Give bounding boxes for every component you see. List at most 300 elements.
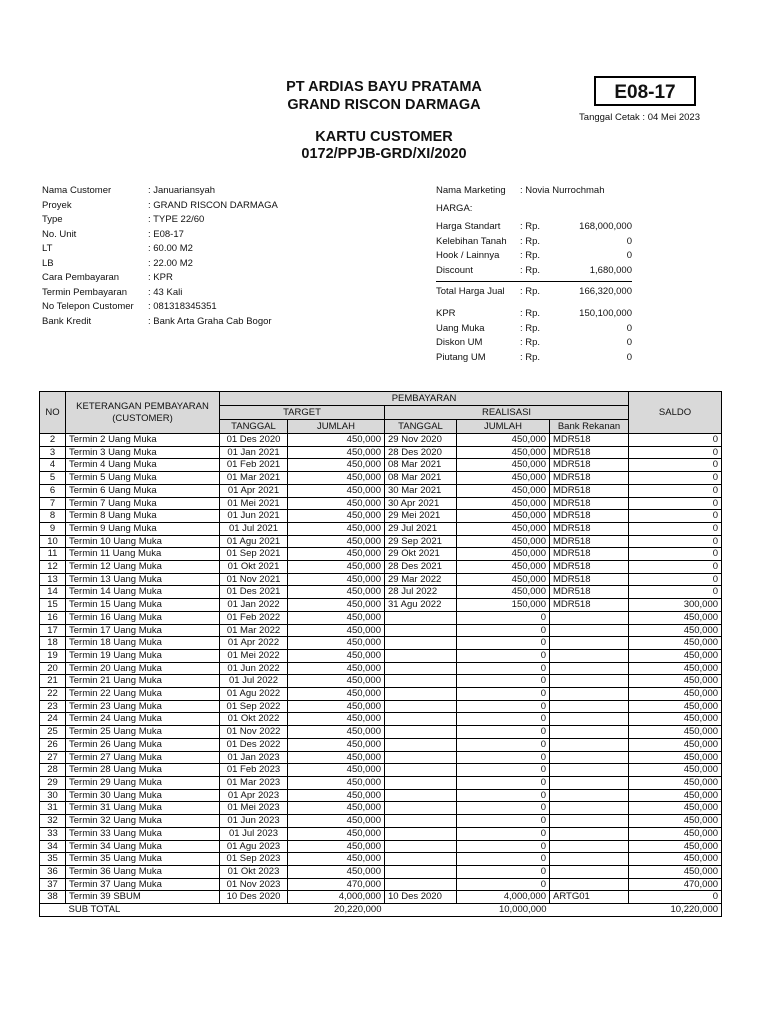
row-saldo: 450,000 bbox=[629, 764, 722, 777]
row-realisasi-tanggal bbox=[385, 802, 457, 815]
row-no: 26 bbox=[40, 738, 66, 751]
row-target-tanggal: 01 Sep 2022 bbox=[220, 700, 288, 713]
row-realisasi-jumlah: 4,000,000 bbox=[457, 891, 550, 904]
row-saldo: 470,000 bbox=[629, 878, 722, 891]
row-no: 24 bbox=[40, 713, 66, 726]
price-currency: : Rp. bbox=[520, 264, 541, 276]
price-currency: : Rp. bbox=[520, 250, 541, 261]
row-bank: MDR518 bbox=[550, 446, 629, 459]
row-no: 27 bbox=[40, 751, 66, 764]
row-keterangan: Termin 29 Uang Muka bbox=[66, 776, 220, 789]
row-realisasi-jumlah: 450,000 bbox=[457, 535, 550, 548]
row-saldo: 450,000 bbox=[629, 853, 722, 866]
row-bank bbox=[550, 713, 629, 726]
row-realisasi-tanggal bbox=[385, 751, 457, 764]
table-row bbox=[40, 865, 722, 878]
row-saldo: 0 bbox=[629, 434, 722, 447]
row-target-tanggal: 01 Sep 2023 bbox=[220, 853, 288, 866]
row-keterangan: Termin 23 Uang Muka bbox=[66, 700, 220, 713]
info-value: : 43 Kali bbox=[148, 286, 183, 298]
total-currency: : Rp. bbox=[520, 286, 541, 297]
row-realisasi-jumlah: 0 bbox=[457, 700, 550, 713]
row-target-tanggal: 10 Des 2020 bbox=[220, 891, 288, 904]
table-row bbox=[40, 764, 722, 777]
row-realisasi-jumlah: 0 bbox=[457, 853, 550, 866]
row-saldo: 0 bbox=[629, 586, 722, 599]
row-bank bbox=[550, 840, 629, 853]
row-target-jumlah: 450,000 bbox=[288, 649, 385, 662]
row-bank: ARTG01 bbox=[550, 891, 629, 904]
row-keterangan: Termin 25 Uang Muka bbox=[66, 726, 220, 739]
price-currency: : Rp. bbox=[520, 235, 541, 247]
row-bank bbox=[550, 662, 629, 675]
col-bank-rekanan: Bank Rekanan bbox=[550, 420, 629, 434]
table-row bbox=[40, 827, 722, 840]
row-no: 20 bbox=[40, 662, 66, 675]
col-target-tanggal: TANGGAL bbox=[220, 420, 288, 434]
table-row bbox=[40, 637, 722, 650]
row-bank bbox=[550, 688, 629, 701]
print-date: Tanggal Cetak : 04 Mei 2023 bbox=[579, 112, 700, 123]
row-keterangan: Termin 8 Uang Muka bbox=[66, 510, 220, 523]
table-row bbox=[40, 599, 722, 612]
row-no: 28 bbox=[40, 764, 66, 777]
row-realisasi-tanggal bbox=[385, 637, 457, 650]
row-realisasi-tanggal bbox=[385, 815, 457, 828]
row-saldo: 0 bbox=[629, 446, 722, 459]
table-row bbox=[40, 573, 722, 586]
unit-code-box: E08-17 bbox=[594, 76, 696, 106]
card-number: 0172/PPJB-GRD/XI/2020 bbox=[301, 146, 467, 162]
row-realisasi-jumlah: 450,000 bbox=[457, 586, 550, 599]
row-realisasi-jumlah: 450,000 bbox=[457, 573, 550, 586]
row-realisasi-jumlah: 450,000 bbox=[457, 497, 550, 510]
company-name: PT ARDIAS BAYU PRATAMA bbox=[286, 79, 482, 95]
finance-value: 0 bbox=[626, 322, 632, 334]
row-realisasi-jumlah: 0 bbox=[457, 815, 550, 828]
project-name: GRAND RISCON DARMAGA bbox=[287, 97, 481, 113]
row-target-jumlah: 450,000 bbox=[288, 497, 385, 510]
row-realisasi-tanggal bbox=[385, 764, 457, 777]
row-realisasi-tanggal bbox=[385, 853, 457, 866]
row-realisasi-tanggal: 31 Agu 2022 bbox=[385, 599, 457, 612]
row-saldo: 0 bbox=[629, 573, 722, 586]
finance-label: Uang Muka bbox=[436, 322, 485, 334]
row-target-tanggal: 01 Des 2021 bbox=[220, 586, 288, 599]
row-realisasi-tanggal: 29 Mar 2022 bbox=[385, 573, 457, 586]
harga-title: HARGA: bbox=[436, 203, 473, 214]
row-realisasi-tanggal bbox=[385, 726, 457, 739]
row-no: 9 bbox=[40, 522, 66, 535]
row-bank bbox=[550, 776, 629, 789]
table-row bbox=[40, 522, 722, 535]
row-keterangan: Termin 6 Uang Muka bbox=[66, 484, 220, 497]
row-saldo: 0 bbox=[629, 459, 722, 472]
row-target-jumlah: 450,000 bbox=[288, 726, 385, 739]
row-no: 11 bbox=[40, 548, 66, 561]
row-keterangan: Termin 17 Uang Muka bbox=[66, 624, 220, 637]
row-realisasi-jumlah: 0 bbox=[457, 865, 550, 878]
row-no: 35 bbox=[40, 853, 66, 866]
info-value: : 081318345351 bbox=[148, 301, 217, 312]
row-realisasi-tanggal bbox=[385, 675, 457, 688]
row-target-jumlah: 450,000 bbox=[288, 446, 385, 459]
row-bank: MDR518 bbox=[550, 434, 629, 447]
row-bank bbox=[550, 624, 629, 637]
col-no: NO bbox=[40, 392, 66, 434]
row-realisasi-tanggal: 29 Nov 2020 bbox=[385, 434, 457, 447]
row-no: 3 bbox=[40, 446, 66, 459]
row-keterangan: Termin 4 Uang Muka bbox=[66, 459, 220, 472]
row-target-tanggal: 01 Mei 2023 bbox=[220, 802, 288, 815]
row-realisasi-jumlah: 0 bbox=[457, 764, 550, 777]
row-realisasi-jumlah: 450,000 bbox=[457, 446, 550, 459]
row-realisasi-tanggal: 08 Mar 2021 bbox=[385, 459, 457, 472]
table-row bbox=[40, 434, 722, 447]
table-row bbox=[40, 548, 722, 561]
row-target-jumlah: 450,000 bbox=[288, 434, 385, 447]
row-saldo: 0 bbox=[629, 522, 722, 535]
row-target-tanggal: 01 Des 2020 bbox=[220, 434, 288, 447]
row-target-jumlah: 450,000 bbox=[288, 827, 385, 840]
row-no: 36 bbox=[40, 865, 66, 878]
row-keterangan: Termin 24 Uang Muka bbox=[66, 713, 220, 726]
row-bank bbox=[550, 827, 629, 840]
info-label: LB bbox=[42, 257, 54, 269]
table-row bbox=[40, 700, 722, 713]
row-target-jumlah: 450,000 bbox=[288, 599, 385, 612]
row-realisasi-jumlah: 0 bbox=[457, 611, 550, 624]
info-value: : E08-17 bbox=[148, 228, 184, 240]
row-target-tanggal: 01 Jun 2023 bbox=[220, 815, 288, 828]
row-realisasi-jumlah: 0 bbox=[457, 624, 550, 637]
row-saldo: 450,000 bbox=[629, 776, 722, 789]
row-keterangan: Termin 15 Uang Muka bbox=[66, 599, 220, 612]
row-realisasi-tanggal bbox=[385, 700, 457, 713]
row-no: 4 bbox=[40, 459, 66, 472]
row-realisasi-tanggal: 28 Des 2021 bbox=[385, 561, 457, 574]
row-bank bbox=[550, 853, 629, 866]
col-pembayaran: PEMBAYARAN bbox=[220, 392, 629, 406]
row-target-jumlah: 450,000 bbox=[288, 713, 385, 726]
row-saldo: 450,000 bbox=[629, 675, 722, 688]
row-bank bbox=[550, 675, 629, 688]
row-target-jumlah: 4,000,000 bbox=[288, 891, 385, 904]
col-target-jumlah: JUMLAH bbox=[288, 420, 385, 434]
row-target-tanggal: 01 Mei 2021 bbox=[220, 497, 288, 510]
row-target-jumlah: 450,000 bbox=[288, 688, 385, 701]
subtotal-target: 20,220,000 bbox=[288, 904, 385, 917]
row-realisasi-tanggal: 30 Mar 2021 bbox=[385, 484, 457, 497]
row-target-tanggal: 01 Mar 2021 bbox=[220, 472, 288, 485]
row-keterangan: Termin 20 Uang Muka bbox=[66, 662, 220, 675]
row-bank bbox=[550, 802, 629, 815]
row-no: 2 bbox=[40, 434, 66, 447]
table-row bbox=[40, 472, 722, 485]
row-target-tanggal: 01 Jul 2021 bbox=[220, 522, 288, 535]
row-realisasi-jumlah: 0 bbox=[457, 751, 550, 764]
row-target-jumlah: 450,000 bbox=[288, 738, 385, 751]
row-realisasi-tanggal: 10 Des 2020 bbox=[385, 891, 457, 904]
row-no: 33 bbox=[40, 827, 66, 840]
row-keterangan: Termin 30 Uang Muka bbox=[66, 789, 220, 802]
row-no: 16 bbox=[40, 611, 66, 624]
row-target-jumlah: 450,000 bbox=[288, 535, 385, 548]
row-saldo: 0 bbox=[629, 891, 722, 904]
price-label: Hook / Lainnya bbox=[436, 250, 500, 261]
row-target-tanggal: 01 Des 2022 bbox=[220, 738, 288, 751]
table-row bbox=[40, 484, 722, 497]
row-target-tanggal: 01 Okt 2022 bbox=[220, 713, 288, 726]
row-no: 34 bbox=[40, 840, 66, 853]
table-row bbox=[40, 662, 722, 675]
row-target-tanggal: 01 Mar 2023 bbox=[220, 776, 288, 789]
price-value: 1,680,000 bbox=[589, 264, 632, 276]
row-bank bbox=[550, 649, 629, 662]
row-target-tanggal: 01 Nov 2023 bbox=[220, 878, 288, 891]
col-saldo: SALDO bbox=[629, 392, 722, 434]
row-target-tanggal: 01 Agu 2022 bbox=[220, 688, 288, 701]
table-row bbox=[40, 789, 722, 802]
row-target-tanggal: 01 Nov 2022 bbox=[220, 726, 288, 739]
row-realisasi-tanggal bbox=[385, 878, 457, 891]
total-value: 166,320,000 bbox=[579, 286, 632, 297]
table-body bbox=[40, 434, 722, 904]
row-realisasi-tanggal bbox=[385, 649, 457, 662]
row-target-tanggal: 01 Jun 2021 bbox=[220, 510, 288, 523]
payment-table bbox=[39, 391, 722, 917]
row-keterangan: Termin 22 Uang Muka bbox=[66, 688, 220, 701]
table-row bbox=[40, 497, 722, 510]
row-target-jumlah: 450,000 bbox=[288, 586, 385, 599]
row-realisasi-tanggal: 28 Jul 2022 bbox=[385, 586, 457, 599]
col-keterangan: KETERANGAN PEMBAYARAN (CUSTOMER) bbox=[66, 392, 220, 434]
row-bank: MDR518 bbox=[550, 561, 629, 574]
row-saldo: 450,000 bbox=[629, 700, 722, 713]
table-row bbox=[40, 649, 722, 662]
marketing-label: Nama Marketing bbox=[436, 185, 506, 196]
row-no: 15 bbox=[40, 599, 66, 612]
row-target-tanggal: 01 Okt 2021 bbox=[220, 561, 288, 574]
row-no: 31 bbox=[40, 802, 66, 815]
row-realisasi-jumlah: 0 bbox=[457, 675, 550, 688]
info-value: : Bank Arta Graha Cab Bogor bbox=[148, 315, 272, 327]
row-no: 30 bbox=[40, 789, 66, 802]
row-realisasi-jumlah: 450,000 bbox=[457, 561, 550, 574]
row-keterangan: Termin 21 Uang Muka bbox=[66, 675, 220, 688]
row-bank: MDR518 bbox=[550, 548, 629, 561]
row-target-tanggal: 01 Jan 2021 bbox=[220, 446, 288, 459]
row-target-jumlah: 450,000 bbox=[288, 662, 385, 675]
row-no: 6 bbox=[40, 484, 66, 497]
row-keterangan: Termin 37 Uang Muka bbox=[66, 878, 220, 891]
row-no: 14 bbox=[40, 586, 66, 599]
row-saldo: 450,000 bbox=[629, 713, 722, 726]
row-realisasi-tanggal bbox=[385, 840, 457, 853]
row-target-jumlah: 450,000 bbox=[288, 700, 385, 713]
row-target-jumlah: 470,000 bbox=[288, 878, 385, 891]
row-no: 10 bbox=[40, 535, 66, 548]
row-no: 29 bbox=[40, 776, 66, 789]
row-no: 22 bbox=[40, 688, 66, 701]
finance-label: KPR bbox=[436, 308, 456, 319]
row-target-jumlah: 450,000 bbox=[288, 624, 385, 637]
info-value: : TYPE 22/60 bbox=[148, 214, 205, 225]
price-label: Kelebihan Tanah bbox=[436, 235, 507, 247]
marketing-value: : Novia Nurrochmah bbox=[520, 185, 605, 196]
subtotal-row bbox=[40, 904, 722, 917]
row-saldo: 450,000 bbox=[629, 827, 722, 840]
table-row bbox=[40, 815, 722, 828]
row-no: 5 bbox=[40, 472, 66, 485]
row-target-jumlah: 450,000 bbox=[288, 472, 385, 485]
row-keterangan: Termin 33 Uang Muka bbox=[66, 827, 220, 840]
row-keterangan: Termin 31 Uang Muka bbox=[66, 802, 220, 815]
row-bank: MDR518 bbox=[550, 573, 629, 586]
subtotal-realisasi: 10,000,000 bbox=[457, 904, 550, 917]
row-realisasi-jumlah: 0 bbox=[457, 688, 550, 701]
row-realisasi-tanggal bbox=[385, 738, 457, 751]
row-realisasi-tanggal bbox=[385, 865, 457, 878]
row-bank: MDR518 bbox=[550, 459, 629, 472]
row-keterangan: Termin 36 Uang Muka bbox=[66, 865, 220, 878]
row-realisasi-jumlah: 450,000 bbox=[457, 484, 550, 497]
row-keterangan: Termin 27 Uang Muka bbox=[66, 751, 220, 764]
row-bank: MDR518 bbox=[550, 522, 629, 535]
row-target-jumlah: 450,000 bbox=[288, 611, 385, 624]
row-realisasi-jumlah: 450,000 bbox=[457, 459, 550, 472]
finance-value: 0 bbox=[626, 337, 632, 348]
table-row bbox=[40, 776, 722, 789]
row-no: 32 bbox=[40, 815, 66, 828]
row-target-tanggal: 01 Mar 2022 bbox=[220, 624, 288, 637]
row-bank bbox=[550, 726, 629, 739]
table-row bbox=[40, 726, 722, 739]
row-target-jumlah: 450,000 bbox=[288, 751, 385, 764]
row-bank bbox=[550, 738, 629, 751]
row-saldo: 450,000 bbox=[629, 751, 722, 764]
table-row bbox=[40, 688, 722, 701]
row-target-jumlah: 450,000 bbox=[288, 853, 385, 866]
row-no: 25 bbox=[40, 726, 66, 739]
row-target-jumlah: 450,000 bbox=[288, 675, 385, 688]
row-realisasi-jumlah: 450,000 bbox=[457, 472, 550, 485]
row-saldo: 450,000 bbox=[629, 611, 722, 624]
row-saldo: 300,000 bbox=[629, 599, 722, 612]
row-keterangan: Termin 2 Uang Muka bbox=[66, 434, 220, 447]
row-realisasi-jumlah: 0 bbox=[457, 713, 550, 726]
row-keterangan: Termin 35 Uang Muka bbox=[66, 853, 220, 866]
row-target-jumlah: 450,000 bbox=[288, 789, 385, 802]
row-realisasi-tanggal bbox=[385, 624, 457, 637]
row-no: 37 bbox=[40, 878, 66, 891]
row-realisasi-jumlah: 450,000 bbox=[457, 434, 550, 447]
row-bank bbox=[550, 865, 629, 878]
finance-value: 150,100,000 bbox=[579, 308, 632, 319]
row-no: 19 bbox=[40, 649, 66, 662]
row-target-tanggal: 01 Agu 2021 bbox=[220, 535, 288, 548]
subtotal-saldo: 10,220,000 bbox=[629, 904, 722, 917]
info-value: : Januariansyah bbox=[148, 185, 216, 196]
row-bank bbox=[550, 815, 629, 828]
card-title: KARTU CUSTOMER bbox=[315, 129, 453, 145]
row-realisasi-tanggal bbox=[385, 827, 457, 840]
row-bank: MDR518 bbox=[550, 599, 629, 612]
price-value: 0 bbox=[626, 250, 632, 261]
row-target-tanggal: 01 Agu 2023 bbox=[220, 840, 288, 853]
total-label: Total Harga Jual bbox=[436, 286, 505, 297]
table-row bbox=[40, 738, 722, 751]
row-target-jumlah: 450,000 bbox=[288, 484, 385, 497]
row-no: 17 bbox=[40, 624, 66, 637]
row-realisasi-tanggal bbox=[385, 776, 457, 789]
row-realisasi-tanggal: 29 Mei 2021 bbox=[385, 510, 457, 523]
row-saldo: 450,000 bbox=[629, 815, 722, 828]
col-target: TARGET bbox=[220, 406, 385, 420]
row-keterangan: Termin 39 SBUM bbox=[66, 891, 220, 904]
row-bank bbox=[550, 700, 629, 713]
row-target-tanggal: 01 Apr 2021 bbox=[220, 484, 288, 497]
row-keterangan: Termin 16 Uang Muka bbox=[66, 611, 220, 624]
row-realisasi-tanggal bbox=[385, 789, 457, 802]
col-realisasi-jumlah: JUMLAH bbox=[457, 420, 550, 434]
row-target-jumlah: 450,000 bbox=[288, 865, 385, 878]
row-saldo: 450,000 bbox=[629, 840, 722, 853]
table-row bbox=[40, 878, 722, 891]
row-realisasi-jumlah: 0 bbox=[457, 878, 550, 891]
row-target-jumlah: 450,000 bbox=[288, 802, 385, 815]
row-bank: MDR518 bbox=[550, 472, 629, 485]
info-value: : GRAND RISCON DARMAGA bbox=[148, 199, 278, 211]
row-realisasi-tanggal: 29 Jul 2021 bbox=[385, 522, 457, 535]
row-target-tanggal: 01 Apr 2023 bbox=[220, 789, 288, 802]
table-row bbox=[40, 561, 722, 574]
info-value: : 22.00 M2 bbox=[148, 257, 193, 269]
info-label: Type bbox=[42, 214, 63, 225]
row-bank bbox=[550, 789, 629, 802]
table-row bbox=[40, 751, 722, 764]
col-realisasi: REALISASI bbox=[385, 406, 629, 420]
row-target-jumlah: 450,000 bbox=[288, 522, 385, 535]
finance-currency: : Rp. bbox=[520, 337, 541, 348]
row-keterangan: Termin 26 Uang Muka bbox=[66, 738, 220, 751]
row-bank bbox=[550, 878, 629, 891]
row-target-jumlah: 450,000 bbox=[288, 840, 385, 853]
row-keterangan: Termin 32 Uang Muka bbox=[66, 815, 220, 828]
row-realisasi-tanggal: 29 Okt 2021 bbox=[385, 548, 457, 561]
row-keterangan: Termin 9 Uang Muka bbox=[66, 522, 220, 535]
finance-label: Diskon UM bbox=[436, 337, 483, 348]
row-keterangan: Termin 34 Uang Muka bbox=[66, 840, 220, 853]
finance-currency: : Rp. bbox=[520, 351, 541, 363]
row-no: 8 bbox=[40, 510, 66, 523]
row-bank: MDR518 bbox=[550, 497, 629, 510]
price-value: 0 bbox=[626, 235, 632, 247]
row-saldo: 450,000 bbox=[629, 802, 722, 815]
row-saldo: 0 bbox=[629, 497, 722, 510]
row-keterangan: Termin 19 Uang Muka bbox=[66, 649, 220, 662]
row-saldo: 0 bbox=[629, 472, 722, 485]
row-keterangan: Termin 5 Uang Muka bbox=[66, 472, 220, 485]
row-keterangan: Termin 12 Uang Muka bbox=[66, 561, 220, 574]
row-realisasi-jumlah: 450,000 bbox=[457, 522, 550, 535]
row-saldo: 0 bbox=[629, 548, 722, 561]
row-target-tanggal: 01 Nov 2021 bbox=[220, 573, 288, 586]
row-target-jumlah: 450,000 bbox=[288, 815, 385, 828]
row-realisasi-jumlah: 0 bbox=[457, 637, 550, 650]
info-value: : KPR bbox=[148, 272, 173, 283]
row-keterangan: Termin 7 Uang Muka bbox=[66, 497, 220, 510]
